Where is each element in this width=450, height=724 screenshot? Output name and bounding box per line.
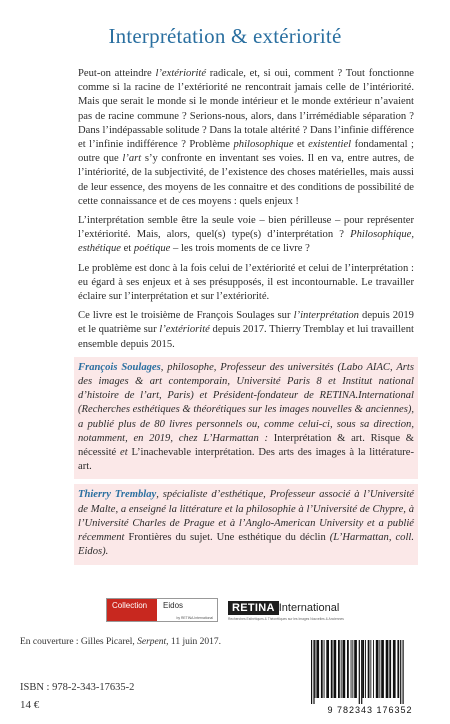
retina-box: RETINA [228,601,279,615]
author-bio-soulages: François Soulages, philosophe, Professeur des universités (Labo AIAC, Arts des images & art contemporain, Université Paris 8 et Institut national d’histoire de l’art, Paris) et Président-fondateur de RETINA.International (Recherches esthétiques & théorétiques sur les images nouvelles & anciennes), a publié plus de 80 livres personnels ou, comme celui-ci, sous sa direction, notamment, en 2019, chez L’Harmattan : Interprétation & art. Risque & nécessité et L’inachevable interprétation. Des arts des images à la littérature-art. [74,357,418,480]
barcode-number: 9 782343 176352 [327,705,413,715]
author-name-tremblay: Thierry Tremblay [78,489,157,501]
retina-tagline: Recherches Esthétiques & Théorétiques sur les Images Nouvelles & Anciennes [228,617,344,621]
paragraph-interpretation: L’interprétation semble être la seule voie – bien périlleuse – pour représenter l’extériorité. Mais, alors, quel(s) type(s) d’interprétation ? Philosophique, esthétique et poétique – les trois moments de ce livre ? [78,215,414,255]
retina-international-logo [228,598,418,620]
barcode [305,640,435,718]
collection-label: Collection [107,599,157,621]
publisher-logos [78,596,418,622]
retina-word: International [278,602,340,614]
paragraph-problem: Le problème est donc à la fois celui de l’extériorité et celui de l’interprétation : eu égard à ses enjeux et à ses présupposés, il est incontournable. Le travailler éclaire sur l’interprétation et sur l’extériorité. [78,262,414,303]
cover-credit: En couverture : Gilles Picarel, Serpent, 11 juin 2017. [20,637,221,647]
book-title: Interprétation & extériorité [108,24,342,48]
collection-eidos-logo [106,598,218,622]
price: 14 € [20,699,40,711]
author-bio-tremblay: Thierry Tremblay, spécialiste d’esthétique, Professeur associé à l’Université de Malte, a enseigné la littérature et la philosophie à l’Université de Chypre, à l’Université Charles de Prague et à l’Anglo-American University et a publié récemment Frontières du sujet. Une esthétique du déclin (L’Harmattan, coll. Eidos). [74,484,418,564]
isbn: ISBN : 978-2-343-17635-2 [20,682,135,693]
paragraph-intro: Peut-on atteindre l’extériorité radicale, et, si oui, comment ? Tout fonctionne comme si la racine de l’extériorité ne rencontrait jamais celle de l’intériorité. Mais que serait le monde si le monde intérieur et le monde extérieur n’avaient pas de racine commune ? Serions-nous, alors, dans l’irrémédiable séparation ? Dans l’indépassable solitude ? Dans la totale altérité ? Dans l’infinie différence et l’infinie indifférence ? Problème philosophique et existentiel fondamental ; outre que l’art s’y confronte en inventant ses voies. Il en va, entre autres, de l’intériorité, de la subjectivité, de l’existence des choses matérielles, mais aussi de leur essence, des moyens de les connaitre et des conditions de possibilité de cette connaissance et de ces moyens : quels enjeux ! [78,68,415,207]
collection-sub: by RETINA.International [176,616,213,620]
back-cover-text [78,67,414,570]
paragraph-book-context: Ce livre est le troisième de François Soulages sur l’interprétation depuis 2019 et le quatrième sur l’extériorité depuis 2017. Thierry Tremblay et lui travaillent ensemble depuis 2015. [78,310,415,350]
author-name-soulages: François Soulages [78,361,161,373]
collection-name: Eidos by RETINA.International [163,601,213,620]
barcode-bars [305,640,435,704]
